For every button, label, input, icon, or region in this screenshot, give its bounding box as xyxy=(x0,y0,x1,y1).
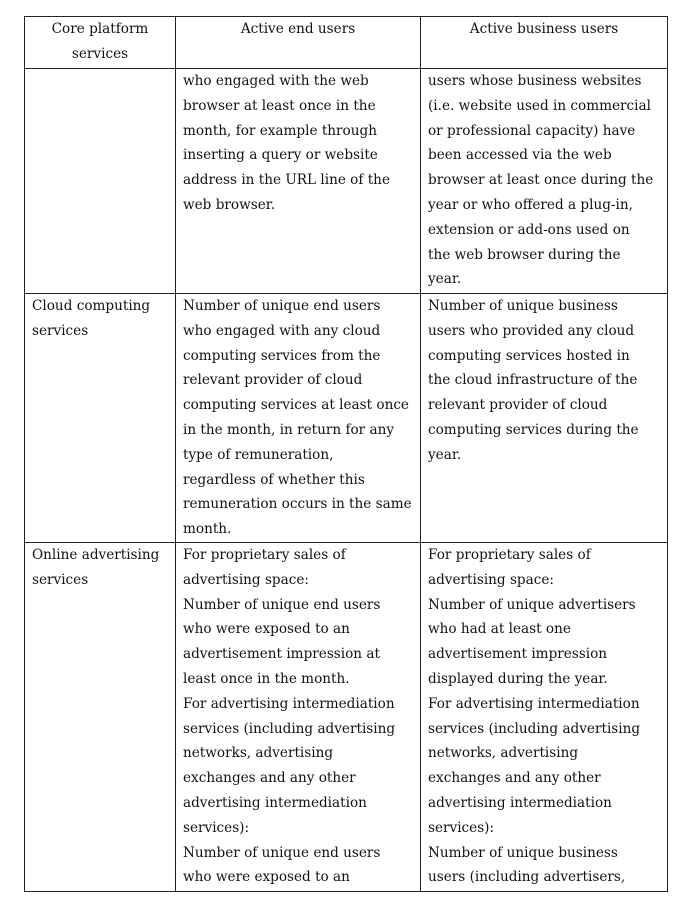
cell-text-line: computing services during the xyxy=(428,421,639,438)
cell-text-line: For proprietary sales of xyxy=(428,547,591,563)
cell-text-line: advertising space: xyxy=(183,571,309,588)
cell-text-line: regardless of whether this xyxy=(183,471,365,488)
cell-text-line: Cloud computing xyxy=(32,298,151,314)
cell-text-line: advertisement impression at xyxy=(183,646,380,663)
cell-text-line: browser at least once during the xyxy=(428,172,654,189)
cell-text-line: who were exposed to an xyxy=(183,869,350,886)
cell-text-line: Number of unique end users xyxy=(183,844,381,861)
header-text-line: Core platform xyxy=(51,21,149,37)
cell-text-line: been accessed via the web xyxy=(428,147,612,164)
cell-text-line: services): xyxy=(183,819,250,836)
cell-text-line: web browser. xyxy=(183,196,276,213)
cell-text-line: the web browser during the xyxy=(428,246,621,263)
cell-end-users xyxy=(176,294,421,543)
cell-text-line: (i.e. website used in commercial xyxy=(428,97,651,114)
cell-business-users xyxy=(421,543,668,892)
cell-text-line: Online advertising xyxy=(32,547,160,563)
cell-text-line: year or who offered a plug-in, xyxy=(428,196,633,213)
cell-text-line: For advertising intermediation xyxy=(183,695,395,712)
cell-text-line: inserting a query or website xyxy=(183,147,378,164)
cell-text-line: advertising intermediation xyxy=(183,794,367,811)
cell-text-line: Number of unique end users xyxy=(183,596,381,613)
cell-text-line: browser at least once in the xyxy=(183,97,376,114)
cell-text-line: type of remuneration, xyxy=(183,446,334,463)
cell-text-line: who engaged with any cloud xyxy=(183,322,381,339)
cell-text-line: computing services from the xyxy=(183,347,381,364)
cell-text-line: displayed during the year. xyxy=(428,670,608,687)
cell-text-line: networks, advertising xyxy=(183,745,334,762)
cell-text-line: services (including advertising xyxy=(183,720,396,737)
cell-text-line: users who provided any cloud xyxy=(428,322,635,339)
cell-text-line: advertising intermediation xyxy=(428,794,612,811)
cell-text-line: advertisement impression xyxy=(428,646,608,663)
table-row-online-advertising xyxy=(25,543,668,892)
cell-text-line: who were exposed to an xyxy=(183,621,350,638)
cell-text-line: address in the URL line of the xyxy=(183,172,390,189)
cell-service xyxy=(25,69,176,294)
cell-end-users xyxy=(176,69,421,294)
cell-text-line: services xyxy=(32,322,89,339)
cell-text-line: year. xyxy=(428,271,462,288)
table-header-row xyxy=(25,17,668,69)
cell-text-line: relevant provider of cloud xyxy=(428,397,608,414)
cell-service xyxy=(25,294,176,543)
cell-text-line: extension or add-ons used on xyxy=(428,221,630,238)
header-core-platform-services xyxy=(25,17,176,69)
cell-business-users xyxy=(421,69,668,294)
cell-text-line: in the month, in return for any xyxy=(183,421,395,438)
header-active-end-users xyxy=(176,17,421,69)
cell-text-line: computing services at least once xyxy=(183,397,409,414)
cell-text-line: services xyxy=(32,571,89,588)
cell-text-line: who engaged with the web xyxy=(183,73,369,89)
header-text-line: Active end users xyxy=(240,21,356,37)
cell-text-line: Number of unique business xyxy=(428,298,618,314)
cell-text-line: Number of unique business xyxy=(428,844,618,861)
cell-text-line: least once in the month. xyxy=(183,670,350,687)
cell-text-line: relevant provider of cloud xyxy=(183,372,363,389)
cell-text-line: computing services hosted in xyxy=(428,347,630,364)
cell-text-line: advertising space: xyxy=(428,571,554,588)
header-text-line: Active business users xyxy=(469,21,619,37)
cell-text-line: month, for example through xyxy=(183,122,377,139)
cell-text-line: For advertising intermediation xyxy=(428,695,640,712)
cell-text-line: remuneration occurs in the same xyxy=(183,496,412,513)
cell-text-line: For proprietary sales of xyxy=(183,547,346,563)
cell-text-line: the cloud infrastructure of the xyxy=(428,372,638,389)
cell-text-line: Number of unique end users xyxy=(183,298,381,314)
cell-text-line: users (including advertisers, xyxy=(428,869,626,886)
cell-text-line: year. xyxy=(428,446,462,463)
table-row-cloud-computing xyxy=(25,294,668,543)
cell-text-line: or professional capacity) have xyxy=(428,122,636,139)
cell-text-line: who had at least one xyxy=(428,621,571,638)
cell-text-line: month. xyxy=(183,521,232,538)
cell-service xyxy=(25,543,176,892)
cell-end-users xyxy=(176,543,421,892)
header-active-business-users xyxy=(421,17,668,69)
cell-text-line: exchanges and any other xyxy=(183,770,356,787)
header-text-line: services xyxy=(71,45,129,62)
cell-text-line: services): xyxy=(428,819,495,836)
cell-business-users xyxy=(421,294,668,543)
table-row-web-browsers xyxy=(25,69,668,294)
cell-text-line: services (including advertising xyxy=(428,720,641,737)
cell-text-line: users whose business websites xyxy=(428,73,642,89)
platform-services-table xyxy=(24,16,668,892)
cell-text-line: exchanges and any other xyxy=(428,770,601,787)
cell-text-line: Number of unique advertisers xyxy=(428,596,636,613)
cell-text-line: networks, advertising xyxy=(428,745,579,762)
